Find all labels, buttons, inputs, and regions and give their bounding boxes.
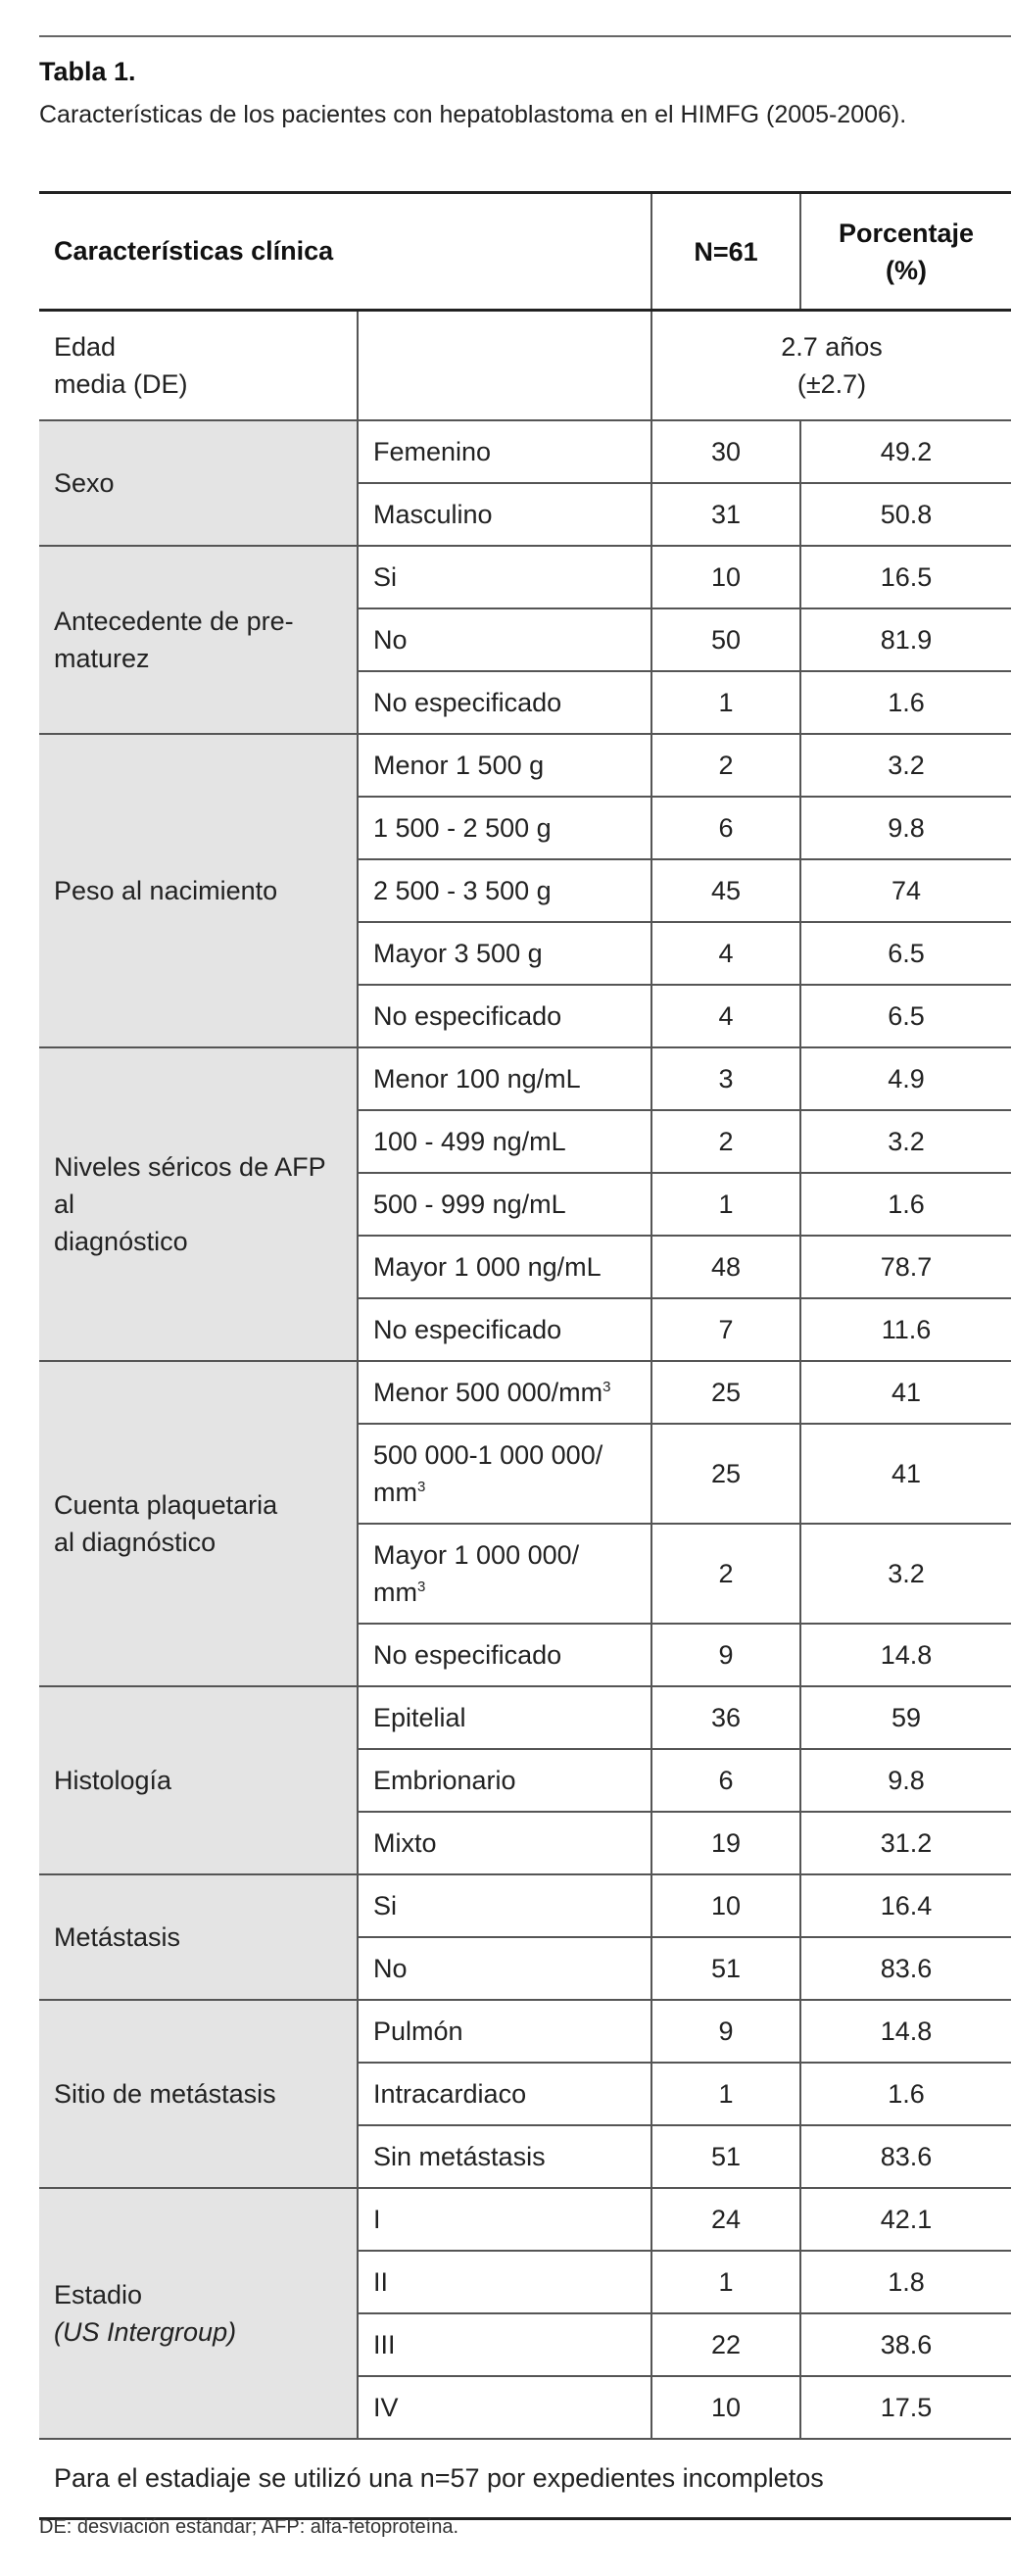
subcategory-cell: Si xyxy=(358,546,651,608)
header-characteristics: Características clínica xyxy=(39,193,651,311)
table-row xyxy=(39,420,1011,483)
subcategory-text: Menor 500 000/mm xyxy=(373,1378,603,1407)
category-label-line1: Estadio xyxy=(54,2280,143,2309)
n-cell: 10 xyxy=(651,2376,800,2439)
subcategory-cell: Sin metástasis xyxy=(358,2125,651,2188)
percentage-cell: 6.5 xyxy=(800,985,1011,1047)
subcategory-text-line2: mm xyxy=(373,1478,417,1507)
percentage-cell: 3.2 xyxy=(800,734,1011,797)
n-cell: 22 xyxy=(651,2313,800,2376)
subcategory-cell: Epitelial xyxy=(358,1686,651,1749)
category-cuenta-plaquetaria xyxy=(39,1361,358,1686)
category-label-line2: diagnóstico xyxy=(54,1227,188,1256)
percentage-cell: 6.5 xyxy=(800,922,1011,985)
subcategory-cell: No especificado xyxy=(358,671,651,734)
subcategory-cell: Masculino xyxy=(358,483,651,546)
top-rule xyxy=(39,35,1011,37)
percentage-cell: 59 xyxy=(800,1686,1011,1749)
edad-label xyxy=(39,311,358,421)
subcategory-cell: Mixto xyxy=(358,1812,651,1874)
subcategory-cell: 1 500 - 2 500 g xyxy=(358,797,651,859)
category-label-line1: Niveles séricos de AFP al xyxy=(54,1152,326,1219)
superscript: 3 xyxy=(416,1579,426,1595)
subcategory-cell: Mayor 1 000 ng/mL xyxy=(358,1236,651,1298)
n-cell: 1 xyxy=(651,671,800,734)
percentage-cell: 17.5 xyxy=(800,2376,1011,2439)
n-cell: 24 xyxy=(651,2188,800,2251)
percentage-cell: 83.6 xyxy=(800,1937,1011,2000)
subcategory-cell: Femenino xyxy=(358,420,651,483)
n-cell: 30 xyxy=(651,420,800,483)
percentage-cell: 16.4 xyxy=(800,1874,1011,1937)
percentage-cell: 41 xyxy=(800,1424,1011,1524)
superscript: 3 xyxy=(416,1479,426,1495)
n-cell: 10 xyxy=(651,546,800,608)
n-cell: 4 xyxy=(651,985,800,1047)
percentage-cell: 1.8 xyxy=(800,2251,1011,2313)
subcategory-cell: Menor 1 500 g xyxy=(358,734,651,797)
n-cell: 31 xyxy=(651,483,800,546)
category-histologia: Histología xyxy=(39,1686,358,1874)
category-niveles-afp xyxy=(39,1047,358,1361)
subcategory-cell: Mayor 3 500 g xyxy=(358,922,651,985)
subcategory-cell: 500 - 999 ng/mL xyxy=(358,1173,651,1236)
n-cell: 19 xyxy=(651,1812,800,1874)
n-cell: 50 xyxy=(651,608,800,671)
percentage-cell: 1.6 xyxy=(800,2063,1011,2125)
table-note-row xyxy=(39,2439,1011,2519)
n-cell: 25 xyxy=(651,1424,800,1524)
table-note: Para el estadiaje se utilizó una n=57 por expedientes incompletos xyxy=(39,2439,1011,2519)
table-caption-text: Características de los pacientes con hepatoblastoma en el HIMFG (2005-2006). xyxy=(39,101,907,128)
subcategory-text-line1: Mayor 1 000 000/ xyxy=(373,1540,580,1570)
abbreviations-footnote: DE: desviación estándar; AFP: alfa-fetoproteína. xyxy=(39,2516,459,2538)
n-cell: 10 xyxy=(651,1874,800,1937)
category-sexo: Sexo xyxy=(39,420,358,546)
subcategory-cell xyxy=(358,1424,651,1524)
n-cell: 51 xyxy=(651,2125,800,2188)
percentage-cell: 74 xyxy=(800,859,1011,922)
n-cell: 6 xyxy=(651,797,800,859)
percentage-cell: 49.2 xyxy=(800,420,1011,483)
percentage-cell: 16.5 xyxy=(800,546,1011,608)
percentage-cell: 78.7 xyxy=(800,1236,1011,1298)
superscript: 3 xyxy=(602,1379,611,1395)
table-caption-title: Tabla 1. xyxy=(39,57,136,86)
subcategory-cell: No especificado xyxy=(358,1298,651,1361)
table-row xyxy=(39,2188,1011,2251)
n-cell: 6 xyxy=(651,1749,800,1812)
n-cell: 1 xyxy=(651,2251,800,2313)
n-cell: 2 xyxy=(651,734,800,797)
subcategory-cell: I xyxy=(358,2188,651,2251)
category-estadio xyxy=(39,2188,358,2439)
percentage-cell: 50.8 xyxy=(800,483,1011,546)
subcategory-text-line2: mm xyxy=(373,1578,417,1607)
n-cell: 1 xyxy=(651,1173,800,1236)
percentage-cell: 3.2 xyxy=(800,1110,1011,1173)
subcategory-cell: II xyxy=(358,2251,651,2313)
subcategory-cell: No especificado xyxy=(358,985,651,1047)
table-row xyxy=(39,1047,1011,1110)
category-label-line1: Antecedente de pre- xyxy=(54,607,294,636)
header-percentage xyxy=(800,193,1011,311)
n-cell: 9 xyxy=(651,2000,800,2063)
n-cell: 7 xyxy=(651,1298,800,1361)
subcategory-cell: Embrionario xyxy=(358,1749,651,1812)
percentage-cell: 3.2 xyxy=(800,1524,1011,1624)
n-cell: 1 xyxy=(651,2063,800,2125)
percentage-cell: 41 xyxy=(800,1361,1011,1424)
percentage-cell: 11.6 xyxy=(800,1298,1011,1361)
table-header-row xyxy=(39,193,1011,311)
category-label-line1: Cuenta plaquetaria xyxy=(54,1490,278,1520)
n-cell: 51 xyxy=(651,1937,800,2000)
percentage-cell: 1.6 xyxy=(800,1173,1011,1236)
percentage-cell: 83.6 xyxy=(800,2125,1011,2188)
n-cell: 25 xyxy=(651,1361,800,1424)
subcategory-cell xyxy=(358,1361,651,1424)
percentage-cell: 9.8 xyxy=(800,1749,1011,1812)
category-label-line2: maturez xyxy=(54,644,150,673)
edad-label-line1: Edad xyxy=(54,332,117,362)
n-cell: 3 xyxy=(651,1047,800,1110)
table-row xyxy=(39,1686,1011,1749)
percentage-cell: 4.9 xyxy=(800,1047,1011,1110)
header-n: N=61 xyxy=(651,193,800,311)
percentage-cell: 1.6 xyxy=(800,671,1011,734)
table-row xyxy=(39,734,1011,797)
n-cell: 9 xyxy=(651,1624,800,1686)
subcategory-cell: 100 - 499 ng/mL xyxy=(358,1110,651,1173)
percentage-cell: 42.1 xyxy=(800,2188,1011,2251)
n-cell: 2 xyxy=(651,1524,800,1624)
subcategory-cell: Pulmón xyxy=(358,2000,651,2063)
n-cell: 48 xyxy=(651,1236,800,1298)
subcategory-cell: No xyxy=(358,1937,651,2000)
category-metastasis: Metástasis xyxy=(39,1874,358,2000)
edad-value xyxy=(651,311,1011,421)
n-cell: 45 xyxy=(651,859,800,922)
category-peso-nacimiento: Peso al nacimiento xyxy=(39,734,358,1047)
category-antecedente-prematurez xyxy=(39,546,358,734)
subcategory-cell: No xyxy=(358,608,651,671)
table-row-edad xyxy=(39,311,1011,421)
subcategory-cell: Menor 100 ng/mL xyxy=(358,1047,651,1110)
subcategory-cell: III xyxy=(358,2313,651,2376)
subcategory-cell: Intracardiaco xyxy=(358,2063,651,2125)
subcategory-text-line1: 500 000-1 000 000/ xyxy=(373,1440,603,1470)
n-cell: 2 xyxy=(651,1110,800,1173)
subcategory-cell: Si xyxy=(358,1874,651,1937)
percentage-cell: 9.8 xyxy=(800,797,1011,859)
percentage-cell: 81.9 xyxy=(800,608,1011,671)
category-label-line2: al diagnóstico xyxy=(54,1528,217,1557)
table-row xyxy=(39,546,1011,608)
subcategory-cell: 2 500 - 3 500 g xyxy=(358,859,651,922)
n-cell: 36 xyxy=(651,1686,800,1749)
header-percentage-line2: (%) xyxy=(886,255,927,285)
percentage-cell: 14.8 xyxy=(800,1624,1011,1686)
edad-value-line1: 2.7 años xyxy=(781,332,883,362)
category-label-line2: (US Intergroup) xyxy=(54,2317,237,2347)
subcategory-cell: IV xyxy=(358,2376,651,2439)
table-row xyxy=(39,1361,1011,1424)
n-cell: 4 xyxy=(651,922,800,985)
patient-characteristics-table xyxy=(39,191,1011,2520)
percentage-cell: 31.2 xyxy=(800,1812,1011,1874)
subcategory-cell: No especificado xyxy=(358,1624,651,1686)
edad-label-line2: media (DE) xyxy=(54,369,188,399)
table-row xyxy=(39,1874,1011,1937)
edad-value-line2: (±2.7) xyxy=(796,369,867,399)
header-percentage-line1: Porcentaje xyxy=(838,218,975,248)
subcategory-cell xyxy=(358,1524,651,1624)
table-row xyxy=(39,2000,1011,2063)
category-sitio-metastasis: Sitio de metástasis xyxy=(39,2000,358,2188)
percentage-cell: 38.6 xyxy=(800,2313,1011,2376)
edad-sub-cell xyxy=(358,311,651,421)
percentage-cell: 14.8 xyxy=(800,2000,1011,2063)
